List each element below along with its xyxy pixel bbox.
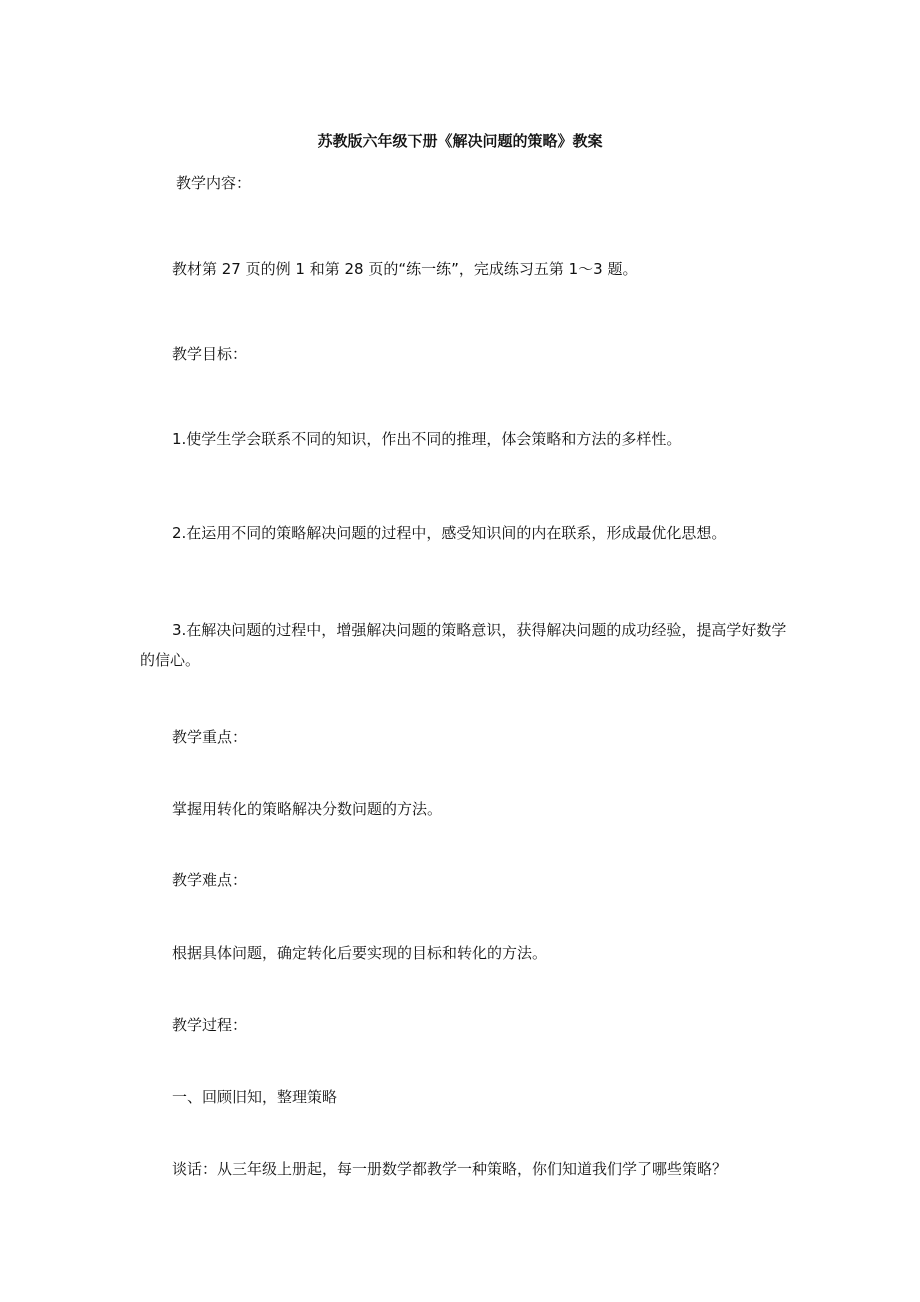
goal-3: 3.在解决问题的过程中，增强解决问题的策略意识，获得解决问题的成功经验，提高学好数学的信心。 (140, 621, 787, 669)
difficulty-text: 根据具体问题，确定转化后要实现的目标和转化的方法。 (172, 944, 548, 962)
talk-text: 谈话：从三年级上册起，每一册数学都教学一种策略，你们知道我们学了哪些策略？ (172, 1160, 728, 1178)
document-title: 苏教版六年级下册《解决问题的策略》教案 (317, 132, 603, 150)
section-1-heading: 一、回顾旧知，整理策略 (172, 1088, 338, 1106)
content-heading: 教学内容： (176, 174, 252, 192)
goals-heading: 教学目标： (172, 345, 248, 363)
goal-1: 1.使学生学会联系不同的知识，作出不同的推理，体会策略和方法的多样性。 (172, 430, 682, 448)
difficulty-heading: 教学难点： (172, 871, 248, 889)
content-text: 教材第 27 页的例 1 和第 28 页的“练一练”，完成练习五第 1～3 题。 (172, 260, 638, 278)
process-heading: 教学过程： (172, 1016, 248, 1034)
focus-text: 掌握用转化的策略解决分数问题的方法。 (172, 800, 443, 818)
focus-heading: 教学重点： (172, 728, 248, 746)
goal-2: 2.在运用不同的策略解决问题的过程中，感受知识间的内在联系，形成最优化思想。 (172, 524, 727, 542)
